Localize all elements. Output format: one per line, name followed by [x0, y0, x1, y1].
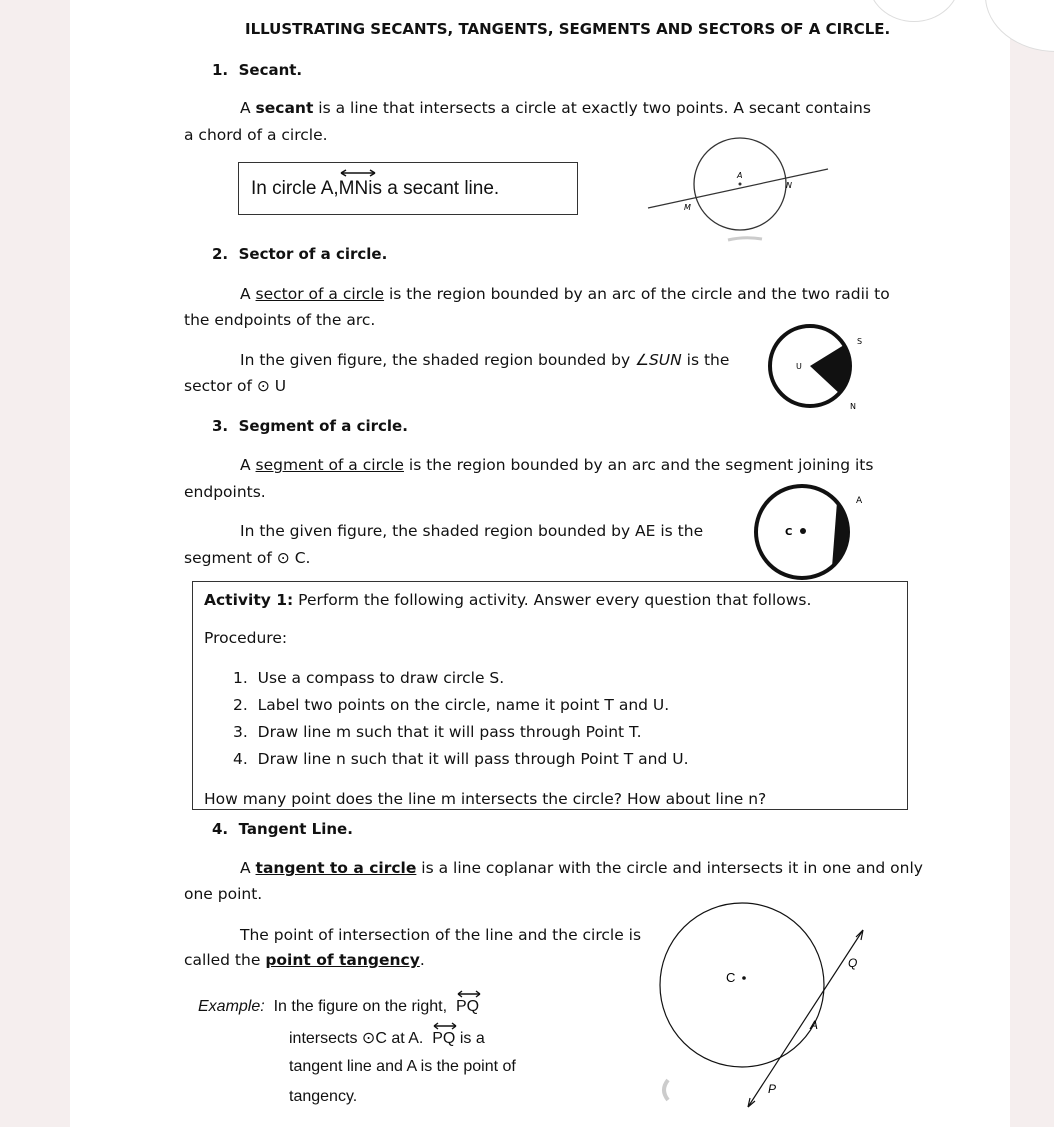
secant-definition: A secant is a line that intersects a circle at exactly two points. A secant contains — [240, 99, 871, 117]
tangent-definition: A tangent to a circle is a line coplanar with the circle and intersects it in one and only — [240, 859, 923, 877]
segment-figure — [745, 480, 875, 585]
label-c: C — [785, 527, 793, 538]
term-tangent: tangent to a circle — [255, 859, 417, 877]
sector-given: In the given figure, the shaded region bounded by ∠SUN is the — [240, 351, 730, 369]
tangency-line2: called the point of tangency. — [184, 951, 425, 969]
label-s: S — [857, 337, 863, 346]
sector-definition: A sector of a circle is the region bounded by an arc of the circle and the two radii to — [240, 285, 890, 303]
sector-definition-line2: the endpoints of the arc. — [184, 311, 376, 329]
term-segment: segment of a circle — [255, 456, 404, 474]
page-title: ILLUSTRATING SECANTS, TANGENTS, SEGMENTS AND SECTORS OF A CIRCLE. — [245, 20, 891, 38]
tangent-figure — [660, 895, 890, 1125]
step-1: 1. Use a compass to draw circle S. — [233, 669, 505, 687]
secant-figure — [640, 136, 840, 246]
term-sector: sector of a circle — [255, 285, 385, 303]
activity-title: Activity 1: Perform the following activity. Answer every question that follows. — [204, 591, 812, 609]
activity-question: How many point does the line m intersects the circle? How about line n? — [204, 790, 767, 808]
line-pq: PQ — [456, 998, 479, 1016]
label-n: N — [786, 181, 792, 190]
step-4: 4. Draw line n such that it will pass through Point T and U. — [233, 750, 689, 768]
example-line3: tangent line and A is the point of — [289, 1058, 516, 1075]
secant-definition-line2: a chord of a circle. — [184, 126, 328, 144]
sector-figure — [760, 320, 880, 420]
label-m: M — [684, 203, 691, 212]
label-p: P — [768, 1082, 777, 1096]
label-u: U — [796, 362, 802, 371]
step-2: 2. Label two points on the circle, name it point T and U. — [233, 696, 670, 714]
segment-given: In the given figure, the shaded region bounded by AE is the — [240, 522, 704, 540]
heading-segment: 3. Segment of a circle. — [212, 417, 408, 435]
line-mn: MN — [339, 178, 369, 200]
line-pq: PQ — [432, 1030, 455, 1048]
term-point-of-tangency: point of tangency — [265, 951, 420, 969]
step-3: 3. Draw line m such that it will pass through Point T. — [233, 723, 642, 741]
tangent-definition-line2: one point. — [184, 885, 263, 903]
segment-definition-line2: endpoints. — [184, 483, 266, 501]
tangency-line1: The point of intersection of the line and the circle is — [240, 926, 642, 944]
segment-given-line2: segment of ⊙ C. — [184, 549, 311, 567]
label-a: A — [810, 1018, 819, 1032]
secant-callout: In circle A, MN is a secant line. — [238, 162, 578, 215]
example-line1: Example: In the figure on the right, PQ — [198, 998, 479, 1016]
example-line2: intersects ⊙C at A. PQ is a — [289, 1028, 485, 1048]
segment-definition: A segment of a circle is the region bounded by an arc and the segment joining its — [240, 456, 874, 474]
label-q: Q — [848, 956, 858, 970]
label-a: A — [737, 171, 743, 180]
heading-tangent: 4. Tangent Line. — [212, 820, 353, 838]
procedure-label: Procedure: — [204, 629, 288, 647]
heading-sector: 2. Sector of a circle. — [212, 245, 388, 263]
heading-secant — [212, 61, 302, 79]
heading-number: 1. — [212, 61, 229, 79]
term-secant: secant — [255, 99, 314, 117]
sector-given-line2: sector of ⊙ U — [184, 377, 287, 395]
label-n: N — [850, 402, 856, 411]
example-line4: tangency. — [289, 1088, 358, 1105]
label-c: C — [726, 970, 736, 985]
angle-sun: ∠SUN — [635, 351, 682, 369]
heading-text: Secant. — [238, 61, 303, 79]
label-a: A — [856, 496, 863, 506]
